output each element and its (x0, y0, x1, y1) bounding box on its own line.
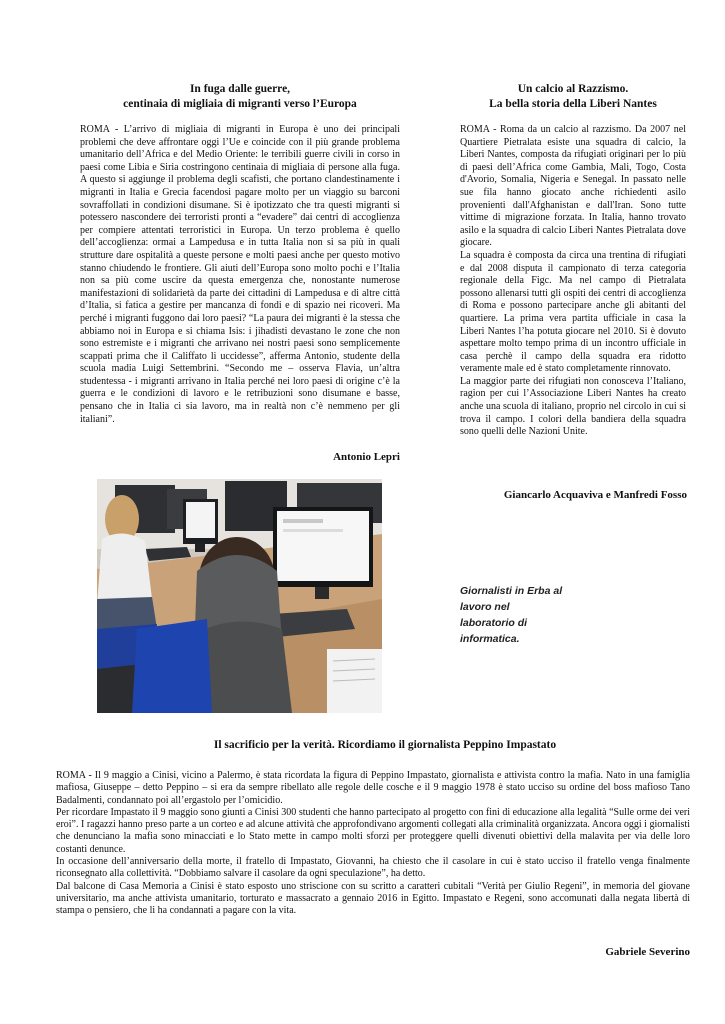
article1-title-line2: centinaia di migliaia di migranti verso l’Europa (123, 98, 357, 110)
article3-body (56, 770, 690, 918)
article3-author: Gabriele Severino (605, 946, 690, 958)
computer-lab-photo (97, 479, 382, 713)
article1-title-line1: In fuga dalle guerre, (189, 83, 291, 95)
article2-paragraph-3: La maggior parte dei rifugiati non conosceva l’Italiano, ragion per cui l’Associazione Liberi Nantes ha creato anche una scuola di italiano, proprio nel circolo in cui si trova il campo. I colori della bandiera della squadra sono quelli delle Nazioni Unite. (460, 375, 686, 438)
article2-paragraph-2: La squadra è composta da circa una trentina di rifugiati e dal 2008 disputa il campionato di terza categoria regionale della Figc. Ma nel campo di Pietralata possono allenarsi tutti gli ospiti dei centri di accoglienza di Roma e possono partecipare anche gli abitanti del quartiere. La prima vera partita ufficiale in casa la Liberi Nantes l’ha potuta giocare nel 2010. Si è dovuto aspettare molto tempo prima di un incontro ufficiale in casa perchè il campo della squadra era ridotto veramente male ed è stato completamente rinnovato. (460, 249, 686, 375)
article2-paragraph-1: ROMA - Roma da un calcio al razzismo. Da 2007 nel Quartiere Pietralata esiste una squadra di calcio, la Liberi Nantes, composta da rifugiati originari per lo più di paesi dell’Africa come Gambia, Mali, Togo, Costa d'Avorio, Somalia, Nigeria e Senegal. In passato nelle sue fila hanno giocato anche richiedenti asilo provenienti dall'Afghanistan e dall'Iran. Sono tutte vittime di migrazione forzata. In Italia, hanno trovato asilo e la squadra di calcio Liberi Nantes Pietralata dove giocare. (460, 124, 686, 249)
photo-caption (460, 583, 600, 647)
computer-lab-illustration (97, 479, 382, 713)
photo-caption-line2: lavoro nel (460, 601, 510, 613)
article2-title-line2: La bella storia della Liberi Nantes (489, 98, 657, 110)
article1-author: Antonio Lepri (333, 451, 400, 463)
article3-paragraph-2: Per ricordare Impastato il 9 maggio sono giunti a Cinisi 300 studenti che hanno partecipato al progetto con fini di educazione alla legalità “Sulle orme dei veri eroi”. I ragazzi hanno preso parte a un corteo e ad alcune attività che approfondivano argomenti collegati alla criminalità organizzata. Ancora oggi i giornalisti che denunciano la mafia sono minacciati e lo Stato mette in campo molti sforzi per proteggere quelli divenuti obiettivi della malavita per via delle loro costanti denunce. (56, 806, 690, 855)
article1-paragraph: ROMA - L’arrivo di migliaia di migranti in Europa è uno dei principali problemi che deve affrontare oggi l’Ue e coincide con il più grande problema umanitario dell’Africa e del Medio Oriente: le terribili guerre civili in corso in paesi come Libia e Siria costringono centinaia di migliaia di persone alla fuga. A questo si aggiunge il problema degli scafisti, che portano clandestinamente i migranti in Italia e Grecia facendosi pagare molto per un viaggio su barconi sovraffollati in condizioni disumane. Si è ipotizzato che tra questi migranti si potessero nascondere dei terroristi pronti a “evadere” dai centri di accoglienza per compiere attentati terroristici in Europa. Un terzo problema è quello dell’accoglienza: ormai a Lampedusa e in tutta Italia non si sa più in quali strutture dare ospitalità a queste persone e molti paesi anche per questo motivo stanno chiudendo le frontiere. Gli aiuti dell’Europa sono molto pochi e l’Italia non sa più come uscire da questa emergenza che, nonostante numerose manifestazioni di solidarietà da parte dei cittadini di Lampedusa e di altre città d’Italia, si fatica a gestire per mancanza di fondi e di spazio nei ricoveri. Ma perché i migranti fuggono dai loro paesi? “La paura dei migranti è la stessa che abbiamo noi in Europa e si chiama Isis: i jihadisti devastano le zone che non sono estremiste e i migranti che arrivano nei nostri paesi sono semplicemente scappati prima che il Califfato li uccidesse”, afferma Antonio, studente della scuola madia Luigi Settembrini. “Secondo me – osserva Flavia, un’altra studentessa - i migranti arrivano in Italia perché nei loro paesi di origine c’è la guerra e le condizioni di lavoro e le retribuzioni sono disumane e basse, pensano che in Italia ci sia lavoro, ma in realtà non c’è nemmeno per gli italiani”. (80, 124, 400, 425)
article3-paragraph-3: In occasione dell’anniversario della morte, il fratello di Impastato, Giovanni, ha chiesto che il casolare in cui è stato ucciso il fratello venga finalmente riconsegnato alla collettività. “Dobbiamo salvare il casolare da ogni speculazione”, ha detto. (56, 856, 690, 880)
article3-title: Il sacrificio per la verità. Ricordiamo il giornalista Peppino Impastato (213, 739, 557, 751)
article3-paragraph-4: Dal balcone di Casa Memoria a Cinisi è stato esposto uno striscione con su scritto a caratteri cubitali “Verità per Giulio Regeni”, in memoria del giovane universitario, ma anche attivista umanitario, torturato e massacrato a gennaio 2016 in Egitto. Impastato e Regeni, sono accomunati dalla negata libertà di stampa o pensiero, che li ha condannati a pagare con la vita. (56, 880, 690, 917)
article1-body (80, 124, 400, 426)
article2-author: Giancarlo Acquaviva e Manfredi Fosso (503, 489, 687, 501)
article2-title (458, 82, 688, 112)
photo-caption-line4: informatica. (460, 633, 520, 645)
article2-body (460, 124, 686, 439)
article3-paragraph-1: ROMA - Il 9 maggio a Cinisi, vicino a Palermo, è stata ricordata la figura di Peppino Impastato, giornalista e attivista contro la mafia. Nato in una famiglia mafiosa, Giuseppe – detto Peppino – si era da sempre ribellato alle regole delle cosche e il 9 maggio 1978 è stato ucciso su ordine del boss mafioso Tano Badalmenti, condannato poi all’ergastolo per l’omicidio. (56, 770, 690, 806)
article1-title (90, 82, 390, 112)
article2-title-line1: Un calcio al Razzismo. (517, 83, 629, 95)
photo-caption-line1: Giornalisti in Erba al (460, 585, 563, 597)
photo-caption-line3: laboratorio di (460, 617, 528, 629)
